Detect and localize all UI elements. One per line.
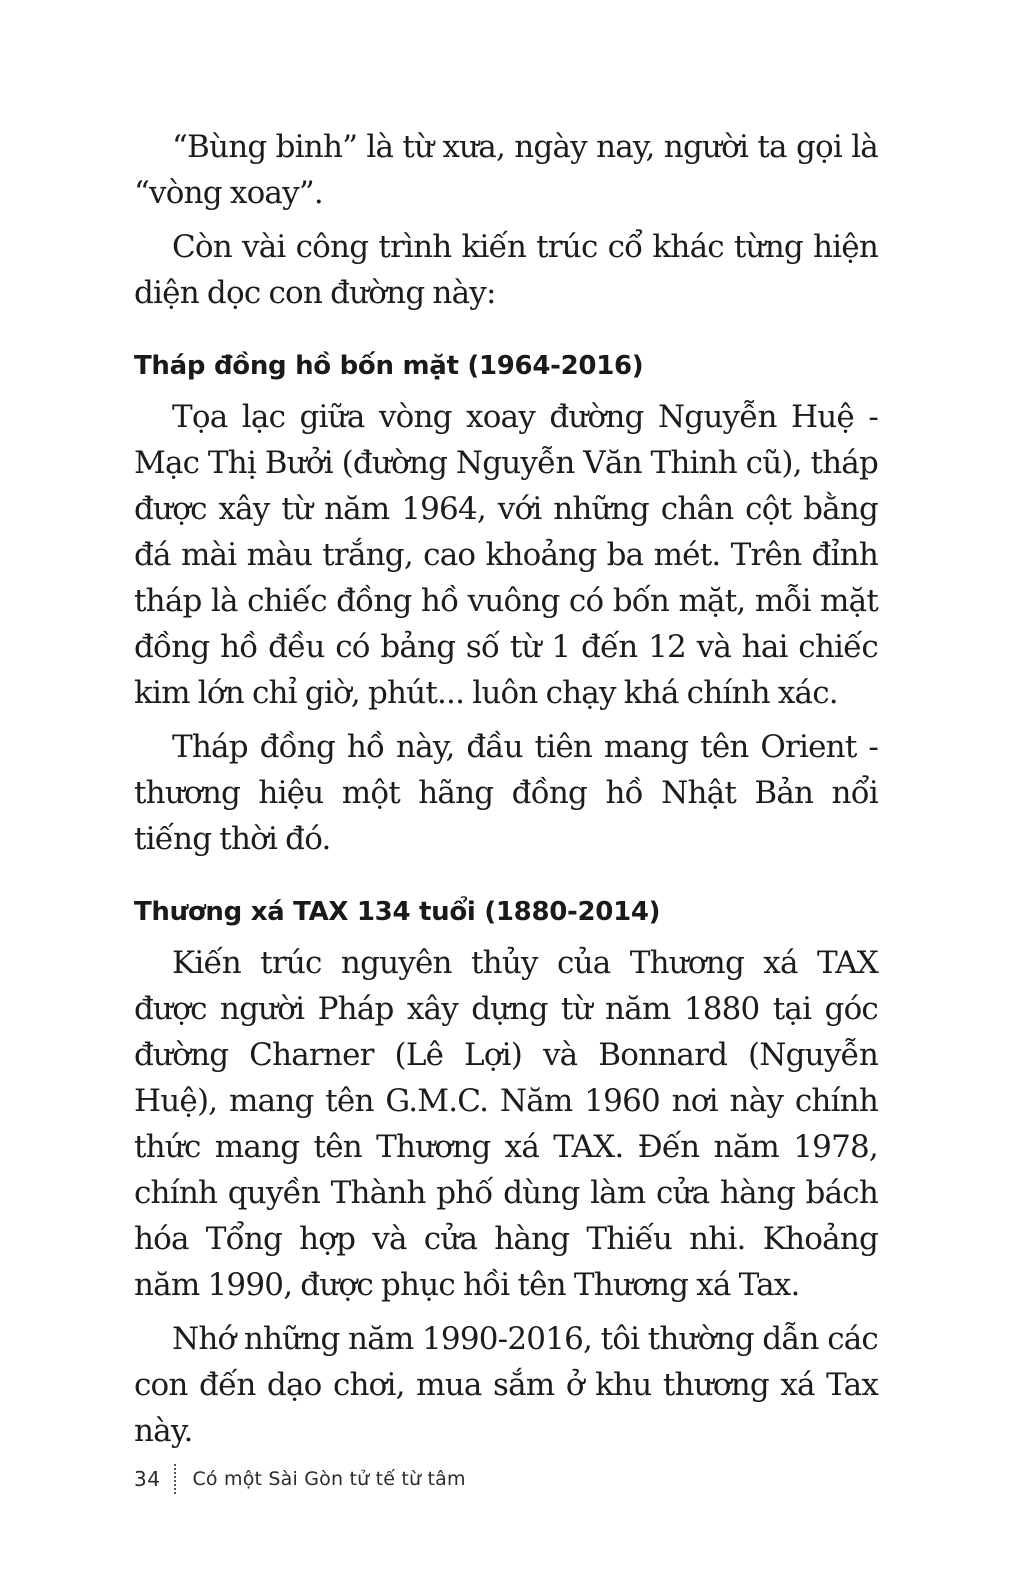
section-heading-tax-mall: Thương xá TAX 134 tuổi (1880-2014) bbox=[134, 897, 661, 927]
body-paragraph: Tọa lạc giữa vòng xoay đường Nguyễn Huệ - Mạc Thị Bưởi (đường Nguyễn Văn Thinh cũ), tháp được xây từ năm 1964, với những chân cột bằng đá mài màu trắng, cao khoảng ba mét. Trên đỉnh tháp là chiếc đồng hồ vuông có bốn mặt, mỗi mặt đồng hồ đều có bảng số từ 1 đến 12 và hai chiếc kim lớn chỉ giờ, phút... luôn chạy khá chính xác. bbox=[134, 399, 878, 711]
page-footer bbox=[134, 1462, 466, 1496]
footer-divider bbox=[174, 1464, 176, 1494]
section-heading-clock-tower: Tháp đồng hồ bốn mặt (1964-2016) bbox=[134, 351, 644, 381]
body-paragraph: Nhớ những năm 1990-2016, tôi thường dẫn các con đến dạo chơi, mua sắm ở khu thương xá Tax này. bbox=[134, 1321, 878, 1449]
body-paragraph: Còn vài công trình kiến trúc cổ khác từng hiện diện dọc con đường này: bbox=[134, 229, 878, 311]
page-number: 34 bbox=[134, 1467, 161, 1491]
body-paragraph: Tháp đồng hồ này, đầu tiên mang tên Orient - thương hiệu một hãng đồng hồ Nhật Bản nổi tiếng thời đó. bbox=[134, 729, 878, 857]
page-body bbox=[134, 124, 878, 1454]
running-book-title: Có một Sài Gòn tử tế từ tâm bbox=[192, 1468, 466, 1490]
body-paragraph: “Bùng binh” là từ xưa, ngày nay, người ta gọi là “vòng xoay”. bbox=[134, 129, 878, 211]
body-paragraph: Kiến trúc nguyên thủy của Thương xá TAX được người Pháp xây dựng từ năm 1880 tại góc đường Charner (Lê Lợi) và Bonnard (Nguyễn Huệ), mang tên G.M.C. Năm 1960 nơi này chính thức mang tên Thương xá TAX. Đến năm 1978, chính quyền Thành phố dùng làm cửa hàng bách hóa Tổng hợp và cửa hàng Thiếu nhi. Khoảng năm 1990, được phục hồi tên Thương xá Tax. bbox=[134, 945, 878, 1303]
